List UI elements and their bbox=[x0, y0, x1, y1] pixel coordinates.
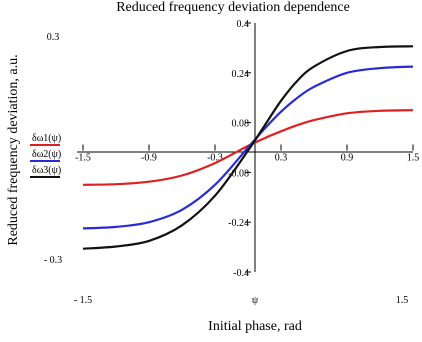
y-axis-title: Reduced frequency deviation, a.u. bbox=[6, 54, 21, 246]
outer-x-label-right: 1.5 bbox=[395, 295, 409, 306]
y-tick-label: 0.24 bbox=[231, 68, 249, 80]
chart-title: Reduced frequency deviation dependence bbox=[116, 0, 350, 15]
x-tick-label: 0.9 bbox=[340, 152, 354, 164]
legend-label-2: δω2(ψ) bbox=[32, 149, 62, 160]
x-tick-label: 0.3 bbox=[274, 152, 288, 164]
x-tick-label: 1.5 bbox=[406, 152, 420, 164]
legend bbox=[30, 133, 61, 177]
x-tick-label: -0.3 bbox=[207, 152, 223, 164]
outer-x-label-center: ψ bbox=[251, 295, 259, 306]
legend-label-3: δω3(ψ) bbox=[32, 165, 62, 176]
series-line-2 bbox=[83, 67, 413, 229]
y-tick-label: -0.08 bbox=[228, 168, 249, 180]
outer-x-label-left: - 1.5 bbox=[73, 295, 93, 306]
x-tick-label: -0.9 bbox=[141, 152, 157, 164]
y-tick-label: 0.08 bbox=[231, 118, 249, 130]
y-tick-label: -0.4 bbox=[233, 268, 249, 279]
x-tick-label: -1.5 bbox=[75, 152, 91, 164]
y-tick-label: -0.24 bbox=[228, 218, 249, 230]
y-tick-label: 0.4 bbox=[236, 19, 249, 30]
outer-y-label-top: 0.3 bbox=[46, 32, 60, 43]
outer-y-label-bottom: - 0.3 bbox=[43, 255, 63, 266]
x-axis-title: Initial phase, rad bbox=[208, 319, 302, 334]
legend-label-1: δω1(ψ) bbox=[32, 133, 62, 144]
